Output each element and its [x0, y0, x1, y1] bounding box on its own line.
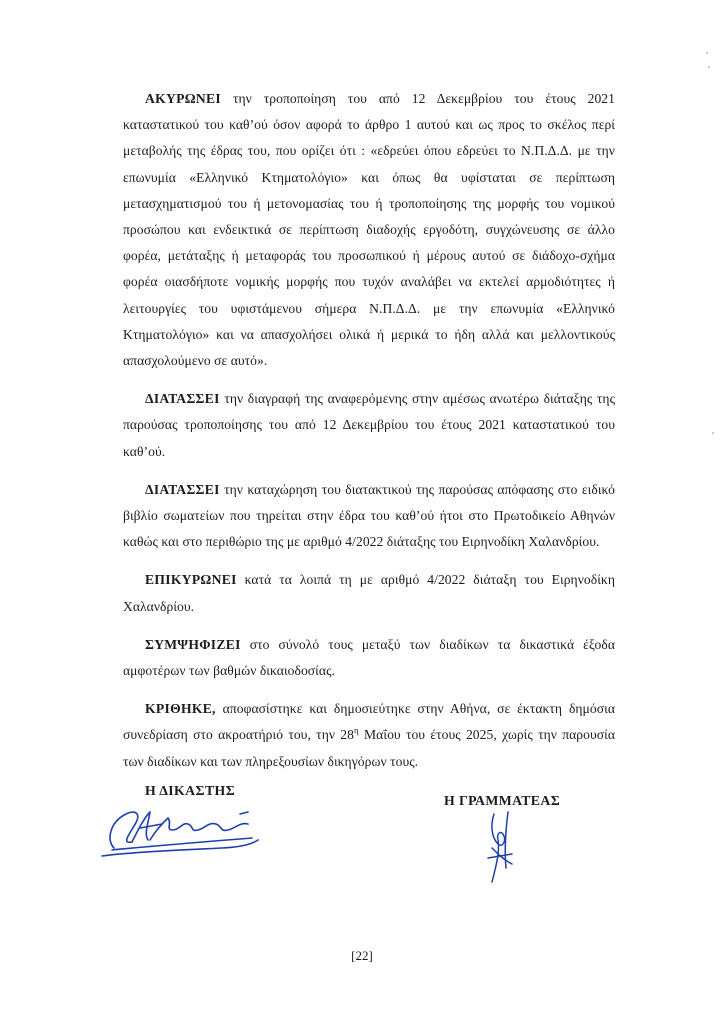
paragraph-text: κατά τα λοιπά τη με αριθμό 4/2022 διάταξη του Ειρηνοδίκη Χαλανδρίου.: [123, 572, 615, 614]
secretary-title: Η ΓΡΑΜΜΑΤΕΑΣ: [444, 793, 561, 808]
paragraph-text: την τροποποίηση του από 12 Δεκεμβρίου του έτους 2021 καταστατικού του καθ’ού όσον αφορά το άρθρο 1 αυτού και ως προς το σκέλος περί μεταβολής της έδρας του, που ορίζει ότι : «εδρεύει όπου εδρεύει το Ν.Π.Δ.Δ. με την επωνυμία «Ελληνικό Κτηματολόγιο» και όπως θα υφίσταται σε περίπτωση μετασχηματισμού του ή μετονομασίας του ή τροποποίησης της μορφής του νομικού προσώπου και ενδεικτικά σε περίπτωση διαδοχής εργοδότη, συγχώνευσης σε άλλο φορέα, μετάταξης ή μεταφοράς του προσωπικού ή μέρους αυτού σε διάδοχο-σχήμα φορέα οιασδήποτε νομικής μορφής που τυχόν αναλάβει να εκτελεί αρμοδιότητες ή λειτουργίες του υφιστάμενου σήμερα Ν.Π.Δ.Δ. με την επωνυμία «Ελληνικό Κτηματολόγιο» και να απασχολήσει ολικά ή μερικά το ήδη αλλά και μελλοντικούς απασχολούμενο σε αυτό».: [123, 91, 615, 369]
judge-signature: [92, 800, 267, 860]
closing-text-after: Μαΐου του έτους 2025, χωρίς την παρουσία των διαδίκων και των πληρεξουσίων δικηγόρων τους.: [123, 727, 615, 769]
closing-text-before: αποφασίστηκε και δημοσιεύτηκε στην Αθήνα, σε έκτακτη δημόσια συνεδρίαση στο ακροατήριό του, την 28: [123, 701, 616, 743]
scan-speck: [708, 66, 710, 68]
closing-keyword: ΚΡΙΘΗΚΕ,: [145, 701, 216, 717]
paragraph-keyword: ΕΠΙΚΥΡΩΝΕΙ: [145, 572, 237, 588]
paragraph-keyword: ΑΚΥΡΩΝΕΙ: [145, 91, 221, 106]
paragraph-akyronei: [123, 86, 615, 374]
paragraph-text: την διαγραφή της αναφερόμενης στην αμέσως ανωτέρω διάταξης της παρούσας τροποποίησης του από 12 Δεκεμβρίου του έτους 2021 καταστατικού του καθ’ού.: [123, 391, 616, 459]
paragraph-epikyronei: [123, 567, 615, 619]
secretary-signature: [482, 808, 522, 888]
closing-superscript: η: [354, 725, 359, 736]
page-number: [22]: [351, 948, 373, 963]
paragraph-krithike: [123, 696, 615, 775]
paragraph-symfizei: [123, 632, 615, 684]
scan-speck: [712, 432, 714, 434]
paragraph-text: την καταχώρηση του διατακτικού της παρούσας απόφασης στο ειδικό βιβλίο σωματείων που τηρείται στην έδρα του καθ’ού ήτοι στο Πρωτοδικείο Αθηνών καθώς και στο περιθώριο της με αριθμό 4/2022 διάταξης του Ειρηνοδίκη Χαλανδρίου.: [123, 481, 615, 550]
scan-speck: [706, 52, 708, 54]
paragraph-diatassei-registration: [123, 477, 615, 556]
paragraph-diatassei-deletion: [123, 386, 615, 465]
document-body: [123, 86, 615, 787]
paragraph-keyword: ΔΙΑΤΑΣΣΕΙ: [145, 481, 220, 497]
paragraph-text: στο σύνολό τους μεταξύ των διαδίκων τα δικαστικά έξοδα αμφοτέρων των βαθμών δικαιοδοσίας.: [123, 636, 615, 679]
paragraph-keyword: ΔΙΑΤΑΣΣΕΙ: [145, 391, 220, 407]
judge-title: Η ΔΙΚΑΣΤΗΣ: [145, 783, 236, 798]
paragraph-keyword: ΣΥΜΨΗΦΙΖΕΙ: [145, 636, 241, 652]
